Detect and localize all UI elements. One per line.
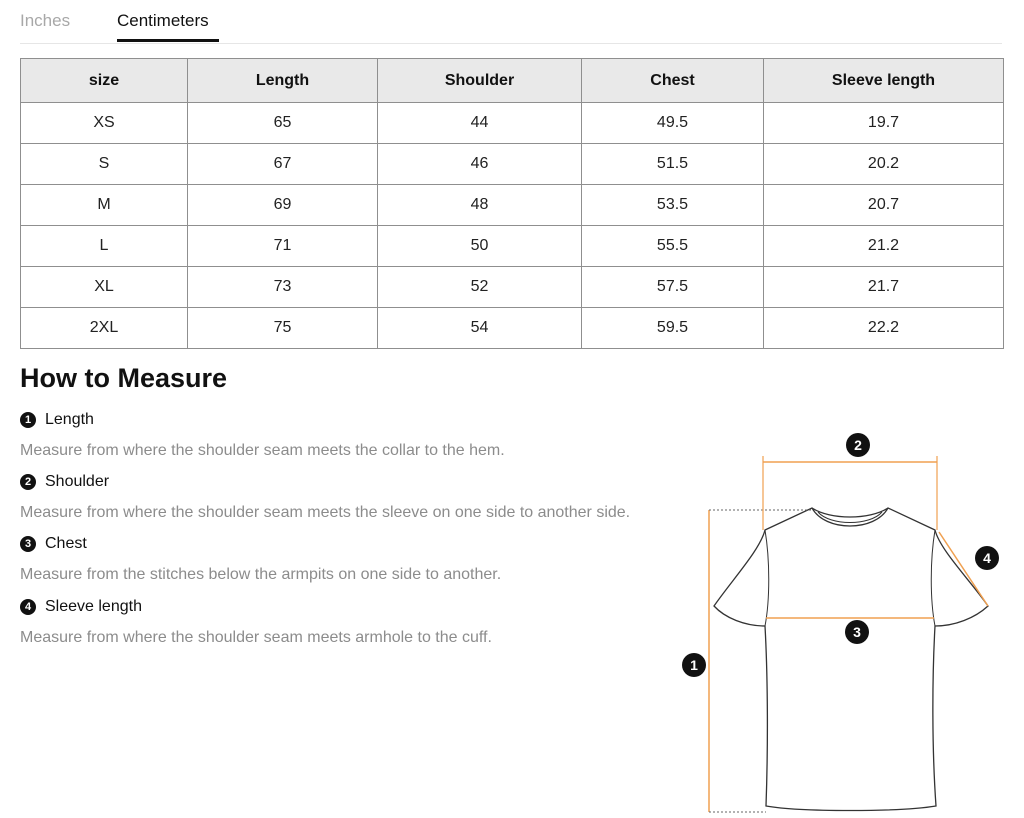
cell-sleeve-length: 22.2 xyxy=(764,308,1004,349)
svg-text:4: 4 xyxy=(983,550,991,566)
number-4-icon: 4 xyxy=(20,599,36,615)
header-length: Length xyxy=(188,59,378,103)
cell-chest: 53.5 xyxy=(582,185,764,226)
table-row xyxy=(21,144,1004,185)
cell-chest: 59.5 xyxy=(582,308,764,349)
table-row xyxy=(21,267,1004,308)
measure-item-title: Shoulder xyxy=(45,473,110,490)
cell-length: 65 xyxy=(188,103,378,144)
cell-size: XS xyxy=(21,103,188,144)
unit-tabs xyxy=(20,0,1002,44)
cell-sleeve-length: 20.7 xyxy=(764,185,1004,226)
svg-text:3: 3 xyxy=(853,624,861,640)
cell-shoulder: 52 xyxy=(378,267,582,308)
cell-chest: 51.5 xyxy=(582,144,764,185)
measure-item-length xyxy=(20,410,94,430)
cell-sleeve-length: 20.2 xyxy=(764,144,1004,185)
svg-text:1: 1 xyxy=(690,657,698,673)
header-sleeve-length: Sleeve length xyxy=(764,59,1004,103)
cell-size: S xyxy=(21,144,188,185)
table-row xyxy=(21,308,1004,349)
table-header-row xyxy=(21,59,1004,103)
header-chest: Chest xyxy=(582,59,764,103)
tab-inches[interactable]: Inches xyxy=(20,11,71,30)
cell-length: 75 xyxy=(188,308,378,349)
size-chart-table xyxy=(20,58,1004,349)
cell-shoulder: 48 xyxy=(378,185,582,226)
cell-length: 73 xyxy=(188,267,378,308)
marker-3-icon xyxy=(845,620,869,644)
number-2-icon: 2 xyxy=(20,474,36,490)
measure-item-title: Sleeve length xyxy=(45,598,142,615)
tshirt-measurement-diagram xyxy=(670,420,1010,816)
measure-item-desc: Measure from where the shoulder seam meets the sleeve on one side to another side. xyxy=(20,504,631,521)
table-row xyxy=(21,185,1004,226)
cell-chest: 49.5 xyxy=(582,103,764,144)
cell-shoulder: 50 xyxy=(378,226,582,267)
cell-shoulder: 46 xyxy=(378,144,582,185)
measure-item-title: Length xyxy=(45,411,94,428)
cell-shoulder: 44 xyxy=(378,103,582,144)
cell-sleeve-length: 21.7 xyxy=(764,267,1004,308)
svg-text:2: 2 xyxy=(854,437,862,453)
cell-sleeve-length: 19.7 xyxy=(764,103,1004,144)
tshirt-outline-icon xyxy=(714,508,988,811)
cell-size: M xyxy=(21,185,188,226)
cell-length: 67 xyxy=(188,144,378,185)
marker-2-icon xyxy=(846,433,870,457)
cell-size: XL xyxy=(21,267,188,308)
cell-sleeve-length: 21.2 xyxy=(764,226,1004,267)
header-shoulder: Shoulder xyxy=(378,59,582,103)
measure-item-chest xyxy=(20,534,87,554)
active-tab-indicator xyxy=(117,39,219,42)
measure-item-desc: Measure from where the shoulder seam meets the collar to the hem. xyxy=(20,442,505,459)
number-1-icon: 1 xyxy=(20,412,36,428)
how-to-measure-heading: How to Measure xyxy=(20,363,228,393)
measure-item-title: Chest xyxy=(45,535,87,552)
measure-item-sleeve-length xyxy=(20,597,142,617)
cell-shoulder: 54 xyxy=(378,308,582,349)
number-3-icon: 3 xyxy=(20,536,36,552)
measure-item-desc: Measure from where the shoulder seam meets armhole to the cuff. xyxy=(20,629,492,646)
cell-length: 71 xyxy=(188,226,378,267)
tab-centimeters[interactable]: Centimeters xyxy=(117,11,209,30)
measure-item-desc: Measure from the stitches below the armpits on one side to another. xyxy=(20,566,502,583)
table-row xyxy=(21,226,1004,267)
header-size: size xyxy=(21,59,188,103)
cell-size: L xyxy=(21,226,188,267)
table-row xyxy=(21,103,1004,144)
cell-chest: 57.5 xyxy=(582,267,764,308)
marker-1-icon xyxy=(682,653,706,677)
cell-length: 69 xyxy=(188,185,378,226)
marker-4-icon xyxy=(975,546,999,570)
cell-chest: 55.5 xyxy=(582,226,764,267)
measure-item-shoulder xyxy=(20,472,109,492)
cell-size: 2XL xyxy=(21,308,188,349)
